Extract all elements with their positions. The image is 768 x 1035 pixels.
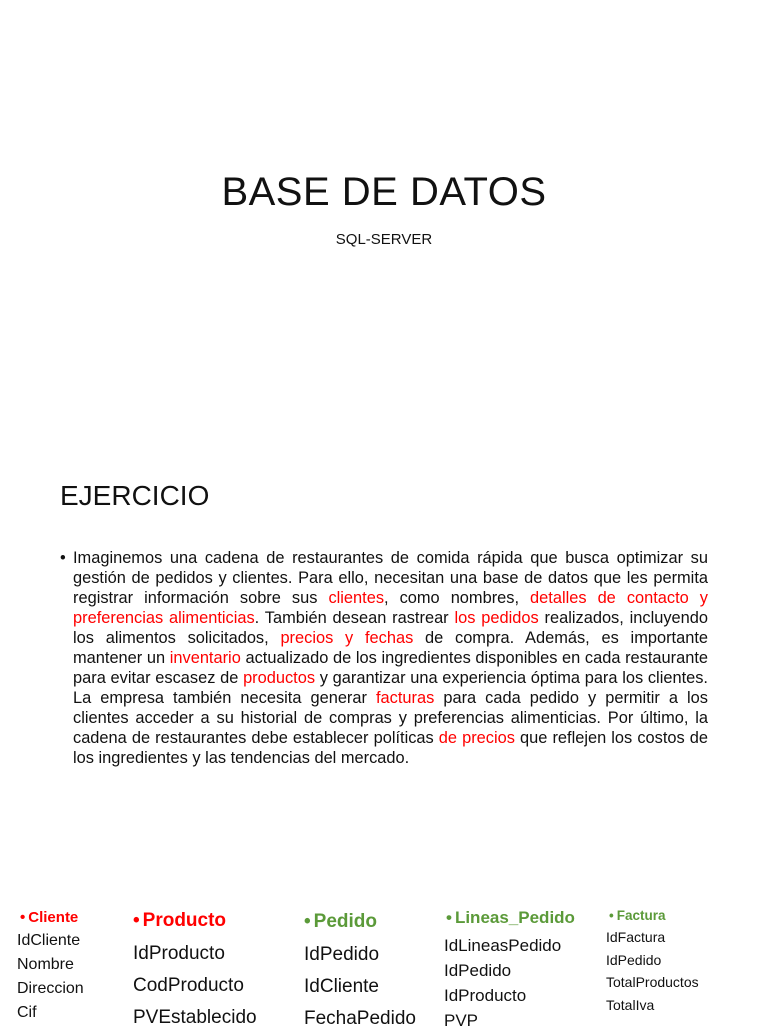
paragraph-text: que reflejen los costos de los ingredientes y las tendencias del mercado. bbox=[73, 729, 708, 767]
highlighted-text: de precios bbox=[438, 729, 515, 747]
paragraph-text: de compra. Además, es importante mantener un bbox=[73, 629, 708, 667]
paragraph-text: para cada pedido y permitir a los clientes acceder a su historial de compras y preferencias alimenticias. Por último, la cadena de restaurantes debe establecer políticas bbox=[73, 689, 708, 747]
entity-header bbox=[304, 910, 416, 934]
paragraph-text: y garantizar una experiencia óptima para los clientes. La empresa también necesita generar bbox=[73, 669, 708, 707]
entity-producto bbox=[133, 909, 257, 1034]
entity-lineas-pedido bbox=[444, 907, 575, 1033]
exercise-paragraph bbox=[73, 548, 708, 768]
entity-factura bbox=[606, 906, 699, 1016]
bullet-point: • bbox=[446, 908, 452, 927]
entity-name: Lineas_Pedido bbox=[454, 908, 575, 927]
highlighted-text: los pedidos bbox=[454, 609, 539, 627]
subtitle: SQL-SERVER bbox=[335, 231, 433, 248]
highlighted-text: facturas bbox=[376, 689, 435, 707]
bullet-point: • bbox=[20, 908, 26, 926]
bullet-point: • bbox=[304, 911, 311, 932]
paragraph-text: realizados, incluyendo los alimentos solicitados, bbox=[73, 609, 709, 647]
highlighted-text: inventario bbox=[169, 649, 241, 667]
field-item: CodProducto bbox=[133, 975, 244, 996]
field-item: TotalProductos bbox=[606, 974, 699, 990]
paragraph-text: , como nombres, bbox=[384, 589, 531, 607]
entity-header bbox=[20, 908, 84, 926]
field-item: IdPedido bbox=[444, 961, 512, 980]
paragraph-text: actualizado de los ingredientes disponibles en cada restaurante para evitar escasez de bbox=[73, 649, 708, 687]
field-item: IdCliente bbox=[17, 932, 81, 949]
main-title: BASE DE DATOS bbox=[221, 170, 547, 214]
field-item: IdProducto bbox=[444, 986, 527, 1005]
highlighted-text: productos bbox=[243, 669, 316, 687]
exercise-bullet bbox=[60, 548, 708, 768]
bullet-point: • bbox=[609, 907, 614, 923]
field-item: Nombre bbox=[17, 956, 74, 973]
field-item: IdProducto bbox=[133, 943, 225, 964]
entity-name: Producto bbox=[142, 910, 227, 931]
title-slide bbox=[0, 0, 768, 460]
entity-name: Cliente bbox=[28, 908, 79, 926]
field-list bbox=[444, 933, 575, 1033]
field-list bbox=[606, 926, 699, 1016]
highlighted-text: detalles de contacto y preferencias alimenticias bbox=[73, 589, 708, 627]
entity-name: Pedido bbox=[313, 911, 377, 932]
field-list bbox=[304, 939, 416, 1035]
field-list bbox=[133, 938, 257, 1034]
field-item: PVP bbox=[444, 1011, 479, 1030]
field-item: Direccion bbox=[17, 980, 84, 997]
paragraph-text: Imaginemos una cadena de restaurantes de comida rápida que busca optimizar su gestión de pedidos y clientes. Para ello, necesitan una base de datos que les permita registrar información sobre sus bbox=[73, 549, 708, 607]
entity-header bbox=[133, 909, 257, 933]
entity-cliente bbox=[17, 908, 84, 1025]
field-item: Cif bbox=[17, 1004, 37, 1021]
exercise-title: EJERCICIO bbox=[60, 480, 210, 511]
entity-header bbox=[446, 907, 575, 929]
highlighted-text: clientes bbox=[328, 589, 385, 607]
field-item: IdCliente bbox=[304, 976, 379, 997]
entity-pedido bbox=[304, 910, 416, 1035]
field-item: TotalIva bbox=[606, 996, 655, 1013]
bullet-point: • bbox=[133, 910, 140, 931]
field-item: FechaPedido bbox=[304, 1008, 416, 1029]
bullet-point: • bbox=[60, 549, 66, 567]
field-item: IdPedido bbox=[606, 951, 662, 968]
entity-header bbox=[609, 906, 699, 924]
field-item: IdPedido bbox=[304, 944, 380, 965]
entity-name: Factura bbox=[616, 907, 666, 923]
exercise-slide bbox=[0, 460, 768, 860]
paragraph-text: . También desean rastrear bbox=[254, 609, 455, 627]
highlighted-text: precios y fechas bbox=[280, 629, 414, 647]
field-list bbox=[17, 929, 84, 1025]
field-item: IdFactura bbox=[606, 929, 666, 945]
tables-slide bbox=[0, 860, 768, 1030]
field-item: IdLineasPedido bbox=[444, 936, 562, 955]
field-item: PVEstablecido bbox=[133, 1007, 257, 1028]
